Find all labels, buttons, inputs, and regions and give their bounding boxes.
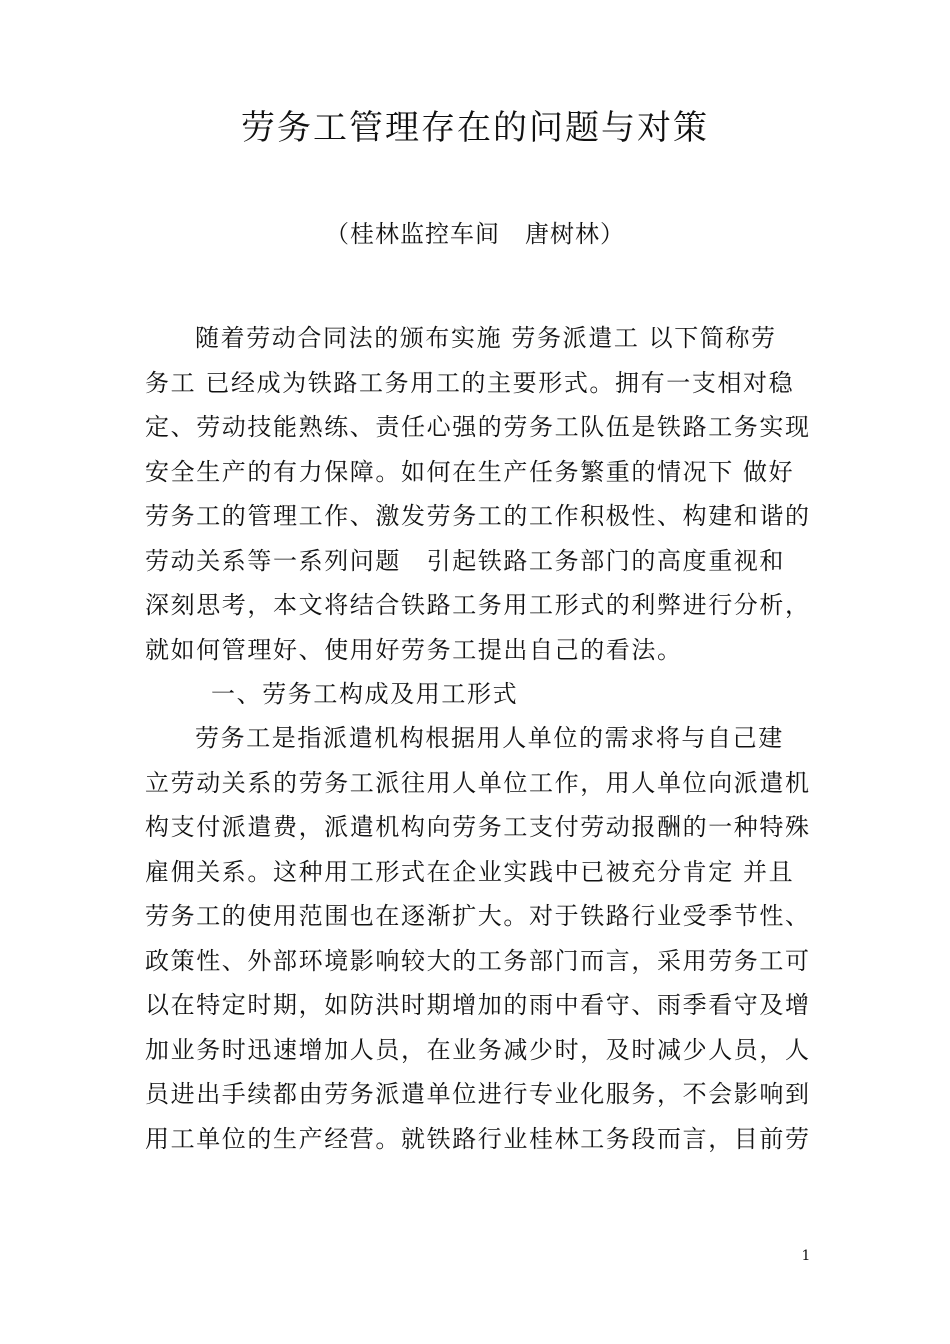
paragraph-line: 员进出手续都由劳务派遣单位进行专业化服务，不会影响到 <box>145 1080 811 1108</box>
paragraph-line: 务工 已经成为铁路工务用工的主要形式。拥有一支相对稳 <box>145 368 795 397</box>
paragraph-line: 雇佣关系。这种用工形式在企业实践中已被充分肯定 并且 <box>145 857 795 886</box>
paragraph-line: 安全生产的有力保障。如何在生产任务繁重的情况下 做好 <box>145 457 795 486</box>
intro-paragraph <box>145 316 825 672</box>
page-number: 1 <box>801 1248 811 1264</box>
paragraph-line: 劳务工的使用范围也在逐渐扩大。对于铁路行业受季节性、 <box>145 902 811 930</box>
paragraph-line: 立劳动关系的劳务工派往用人单位工作，用人单位向派遣机 <box>145 768 811 797</box>
paragraph-line: 随着劳动合同法的颁布实施 劳务派遣工 以下简称劳 <box>195 324 777 352</box>
paragraph-line: 政策性、外部环境影响较大的工务部门而言，采用劳务工可 <box>145 946 811 975</box>
paragraph-line: 用工单位的生产经营。就铁路行业桂林工务段而言，目前劳 <box>145 1124 811 1153</box>
paragraph-line: 深刻思考，本文将结合铁路工务用工形式的利弊进行分析， <box>145 591 811 619</box>
document-title: 劳务工管理存在的问题与对策 <box>241 108 709 148</box>
paragraph-line: 构支付派遣费，派遣机构向劳务工支付劳动报酬的一种特殊 <box>145 813 811 841</box>
author-byline: （桂林监控车间 唐树林） <box>325 220 625 248</box>
paragraph-line: 劳动关系等一系列问题 引起铁路工务部门的高度重视和 <box>145 546 785 575</box>
paragraph-line: 定、劳动技能熟练、责任心强的劳务工队伍是铁路工务实现 <box>145 413 811 441</box>
paragraph-line: 就如何管理好、使用好劳务工提出自己的看法。 <box>145 635 683 664</box>
paragraph-line: 劳务工是指派遣机构根据用人单位的需求将与自己建 <box>195 724 784 752</box>
section-heading: 一、劳务工构成及用工形式 <box>211 680 519 708</box>
section-heading-block <box>145 672 825 717</box>
paragraph-line: 以在特定时期，如防洪时期增加的雨中看守、雨季看守及增 <box>145 991 811 1019</box>
body-paragraph <box>145 716 825 1161</box>
paragraph-line: 劳务工的管理工作、激发劳务工的工作积极性、构建和谐的 <box>145 502 811 530</box>
paragraph-line: 加业务时迅速增加人员，在业务减少时，及时减少人员，人 <box>145 1035 811 1064</box>
